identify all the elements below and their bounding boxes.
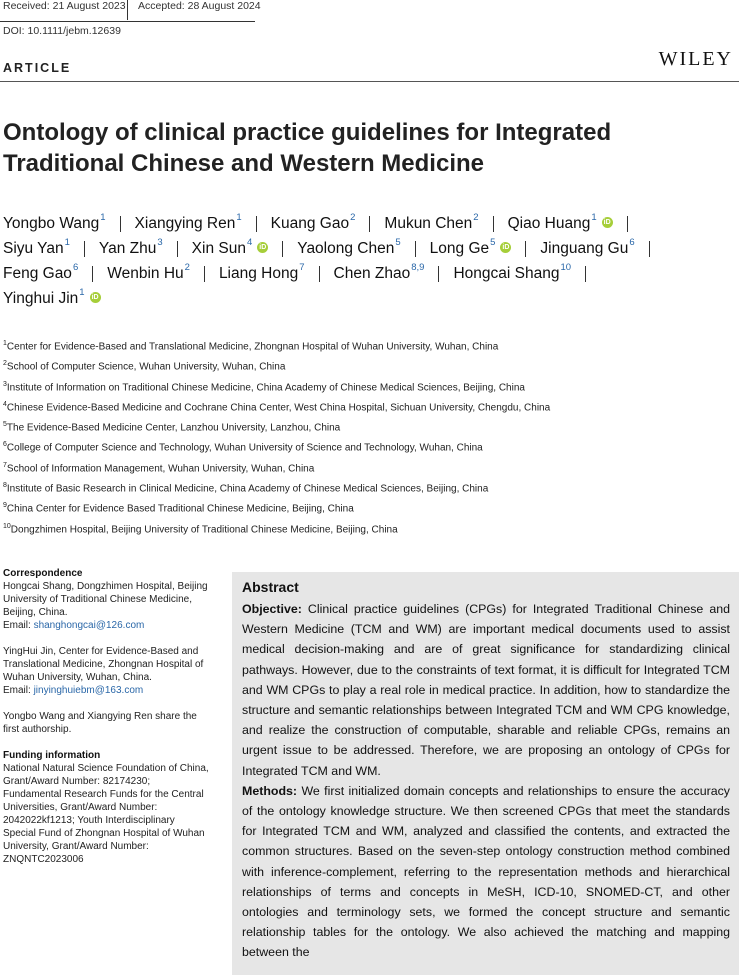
side-info <box>3 567 228 866</box>
affiliation-marker[interactable]: 5 <box>395 237 401 248</box>
affiliation-marker[interactable]: 2 <box>350 212 356 223</box>
affiliation-marker[interactable]: 1 <box>236 212 242 223</box>
affiliation-item <box>3 354 736 374</box>
author-name: Long Ge <box>429 240 490 257</box>
funding-line: National Natural Science Foundation of China, <box>3 763 209 774</box>
author-separator <box>256 216 257 232</box>
methods-label: Methods: <box>242 783 298 798</box>
author-name: Hongcai Shang <box>453 265 560 282</box>
affiliation-text: The Evidence-Based Medicine Center, Lanzhou University, Lanzhou, China <box>6 422 341 434</box>
author-name: Siyu Yan <box>3 240 64 257</box>
note-line: Yongbo Wang and Xiangying Ren share the <box>3 711 197 722</box>
author[interactable] <box>192 236 269 261</box>
funding-line: Fundamental Research Funds for the Central <box>3 789 204 800</box>
author-name: Xiangying Ren <box>134 215 236 232</box>
author[interactable] <box>3 286 101 311</box>
author[interactable] <box>271 211 356 236</box>
affiliation-item <box>3 456 736 476</box>
author-row <box>3 286 736 311</box>
orcid-icon[interactable]: iD <box>603 219 611 226</box>
affiliation-marker[interactable]: 1 <box>591 212 597 223</box>
affiliation-text: School of Computer Science, Wuhan University, Wuhan, China <box>6 361 286 373</box>
funding-text <box>3 762 228 866</box>
correspondence-line: Translational Medicine, Zhongnan Hospital of <box>3 659 204 670</box>
affiliation-item <box>3 334 736 354</box>
author-row <box>3 211 736 236</box>
author-name: Chen Zhao <box>333 265 411 282</box>
correspondence-line: University of Traditional Chinese Medicine, <box>3 594 192 605</box>
author-separator <box>438 266 439 282</box>
author[interactable] <box>334 261 425 286</box>
affiliation-marker[interactable]: 4 <box>246 237 253 248</box>
author[interactable] <box>297 236 400 261</box>
author-name: Yongbo Wang <box>3 215 100 232</box>
author[interactable] <box>3 236 70 261</box>
affiliation-number: 9 <box>3 502 7 510</box>
author[interactable] <box>540 236 634 261</box>
correspondence-line: Wuhan University, Wuhan, China. <box>3 672 152 683</box>
orcid-icon[interactable]: iD <box>259 244 267 251</box>
article-title: Ontology of clinical practice guidelines for Integrated Traditional Chinese and Western Medicine <box>3 119 612 177</box>
author[interactable] <box>135 211 242 236</box>
author[interactable] <box>99 236 163 261</box>
article-rule <box>0 81 739 82</box>
affiliation-marker[interactable]: 1 <box>100 212 106 223</box>
author[interactable] <box>453 261 571 286</box>
affiliation-text: Institute of Basic Research in Clinical Medicine, China Academy of Chinese Medical Sciences, Beijing, China <box>6 483 489 495</box>
affiliation-item <box>3 476 736 496</box>
header-divider <box>127 0 128 20</box>
affiliation-item <box>3 517 736 537</box>
correspondence-heading: Correspondence <box>3 568 83 579</box>
affiliation-item <box>3 435 736 455</box>
authorship-note <box>3 710 228 736</box>
author[interactable] <box>3 211 106 236</box>
affiliation-number: 10 <box>3 522 11 530</box>
affiliation-marker[interactable]: 10 <box>560 262 572 273</box>
author-separator <box>120 216 121 232</box>
author-row <box>3 261 736 286</box>
funding-line: Universities, Grant/Award Number: <box>3 802 158 813</box>
orcid-icon[interactable]: iD <box>91 294 99 301</box>
author[interactable] <box>107 261 190 286</box>
funding-line: ZNQNTC2023006 <box>3 854 84 865</box>
author-separator <box>649 241 650 257</box>
email-line <box>3 619 228 632</box>
received-date: Received: 21 August 2023 <box>3 0 126 12</box>
author-name: Liang Hong <box>218 265 299 282</box>
affiliation-marker[interactable]: 2 <box>473 212 479 223</box>
author-list <box>3 211 736 311</box>
affiliation-number: 4 <box>3 400 7 408</box>
methods-text: We first initialized domain concepts and relationships to ensure the accuracy of the ontology knowledge structure. We then screened CPGs that meet the standards for Integrated TCM and WM, analyzed and classified the contents, and extracted the common structures. Based on the seven-step ontology construction method combined with inference-complement, referring to the representation methods and hierarchical relationships of terms and concepts in MeSH, ICD-10, SNOMED-CT, and other ontologies and terminology sets, we formed the concept structure and semantic relationship tables for the ontology. We also achieved the matching and mapping between the <box>242 783 730 960</box>
affiliation-text: Dongzhimen Hospital, Beijing University of Traditional Chinese Medicine, Beijing, China <box>10 524 398 535</box>
author-separator <box>525 241 526 257</box>
affiliation-marker[interactable]: 3 <box>157 237 163 248</box>
funding-heading: Funding information <box>3 750 101 761</box>
affiliation-marker[interactable]: 6 <box>629 237 635 248</box>
author-name: Yaolong Chen <box>297 240 395 257</box>
affiliation-number: 3 <box>3 380 7 388</box>
affiliation-number: 1 <box>3 340 7 347</box>
funding-line: Grant/Award Number: 82174230; <box>3 776 151 787</box>
affiliation-number: 6 <box>3 441 7 449</box>
author-separator <box>84 241 85 257</box>
abstract-box <box>232 572 739 975</box>
email-line <box>3 684 228 697</box>
affiliation-marker[interactable]: 5 <box>490 237 496 248</box>
orcid-icon[interactable]: iD <box>502 244 510 251</box>
email-label: Email: <box>3 685 34 696</box>
affiliation-item <box>3 415 736 435</box>
author-row <box>3 236 736 261</box>
author-separator <box>92 266 93 282</box>
correspondence-2 <box>3 645 228 697</box>
correspondence-line: Hongcai Shang, Dongzhimen Hospital, Beijing <box>3 581 208 592</box>
affiliation-text: China Center for Evidence Based Traditional Chinese Medicine, Beijing, China <box>6 503 354 515</box>
abstract-body <box>242 599 730 963</box>
email-link[interactable]: shanghongcai@126.com <box>33 620 145 631</box>
affiliation-marker[interactable]: 2 <box>184 262 190 273</box>
funding-line: 2042022kf1213; Youth Interdisciplinary <box>3 815 175 826</box>
author-separator <box>204 266 205 282</box>
funding-line: Special Fund of Zhongnan Hospital of Wuhan <box>3 828 205 839</box>
affiliation-number: 7 <box>3 461 7 469</box>
correspondence-line: Beijing, China. <box>3 607 68 618</box>
affiliation-text: College of Computer Science and Technology, Wuhan University of Science and Technology, Wuhan, China <box>6 442 483 454</box>
affiliation-text: Chinese Evidence-Based Medicine and Cochrane China Center, West China Hospital, Sichuan University, Chengdu, China <box>6 402 551 414</box>
affiliation-marker[interactable]: 1 <box>64 237 70 248</box>
affiliation-number: 5 <box>3 421 7 429</box>
affiliation-marker[interactable]: 1 <box>79 287 85 298</box>
author-name: Qiao Huang <box>507 215 591 232</box>
affiliation-list <box>3 334 736 537</box>
correspondence-1 <box>3 580 228 632</box>
affiliation-text: Center for Evidence-Based and Translational Medicine, Zhongnan Hospital of Wuhan University, Wuhan, China <box>6 341 499 353</box>
affiliation-item <box>3 375 736 395</box>
accepted-date: Accepted: 28 August 2024 <box>138 0 261 12</box>
affiliation-text: School of Information Management, Wuhan University, Wuhan, China <box>6 463 315 475</box>
author-name: Jinguang Gu <box>540 240 629 257</box>
affiliation-number: 2 <box>3 360 7 368</box>
article-type-label: ARTICLE <box>3 61 72 75</box>
author-name: Yan Zhu <box>98 240 157 257</box>
author-separator <box>627 216 628 232</box>
author-separator <box>319 266 320 282</box>
affiliation-marker[interactable]: 7 <box>299 262 305 273</box>
affiliation-text: Institute of Information on Traditional Chinese Medicine, China Academy of Chinese Medical Sciences, Beijing, China <box>6 381 525 393</box>
author-separator <box>282 241 283 257</box>
objective-label: Objective: <box>242 602 302 616</box>
affiliation-marker[interactable]: 8,9 <box>411 262 425 273</box>
publisher-logo: WILEY <box>658 48 733 70</box>
author-name: Kuang Gao <box>270 215 350 232</box>
affiliation-marker[interactable]: 6 <box>72 262 79 273</box>
author-name: Xin Sun <box>191 240 246 257</box>
author-name: Wenbin Hu <box>107 265 184 282</box>
author[interactable] <box>219 261 305 286</box>
author-name: Mukun Chen <box>384 215 473 232</box>
funding-line: University, Grant/Award Number: <box>3 841 149 852</box>
abstract-heading: Abstract <box>242 579 299 595</box>
author[interactable] <box>430 236 512 261</box>
author-name: Feng Gao <box>3 265 72 282</box>
affiliation-number: 8 <box>3 482 7 490</box>
author-name: Yinghui Jin <box>3 290 79 307</box>
objective-text: Clinical practice guidelines (CPGs) for Integrated Traditional Chinese and Western Medicine (TCM and WM) are important medical documents used to assist medical decision-making and are of great significance for standardizing clinical pathways. However, due to the constraints of text format, it is difficult for Integrated TCM and WM CPGs to play a real role in medical practice. In addition, how to standardize the structure and semantic relationships between Integrated TCM and WM CPG knowledge, and realize the construction of computable, sharable and reliable CPGs, remains an urgent issue to be addressed. Therefore, we are proposing an ontology of CPGs for Integrated TCM and WM. <box>242 602 730 778</box>
author-separator <box>369 216 370 232</box>
affiliation-item <box>3 395 736 415</box>
email-label: Email: <box>3 620 34 631</box>
author[interactable] <box>508 211 613 236</box>
email-link[interactable]: jinyinghuiebm@163.com <box>33 685 144 696</box>
correspondence-line: YingHui Jin, Center for Evidence-Based and <box>3 646 199 657</box>
affiliation-item <box>3 496 736 516</box>
author-separator <box>177 241 178 257</box>
note-line: first authorship. <box>3 724 72 735</box>
header-rule <box>0 21 255 22</box>
doi[interactable]: DOI: 10.1111/jebm.12639 <box>3 25 121 37</box>
author[interactable] <box>3 261 78 286</box>
author-separator <box>585 266 586 282</box>
